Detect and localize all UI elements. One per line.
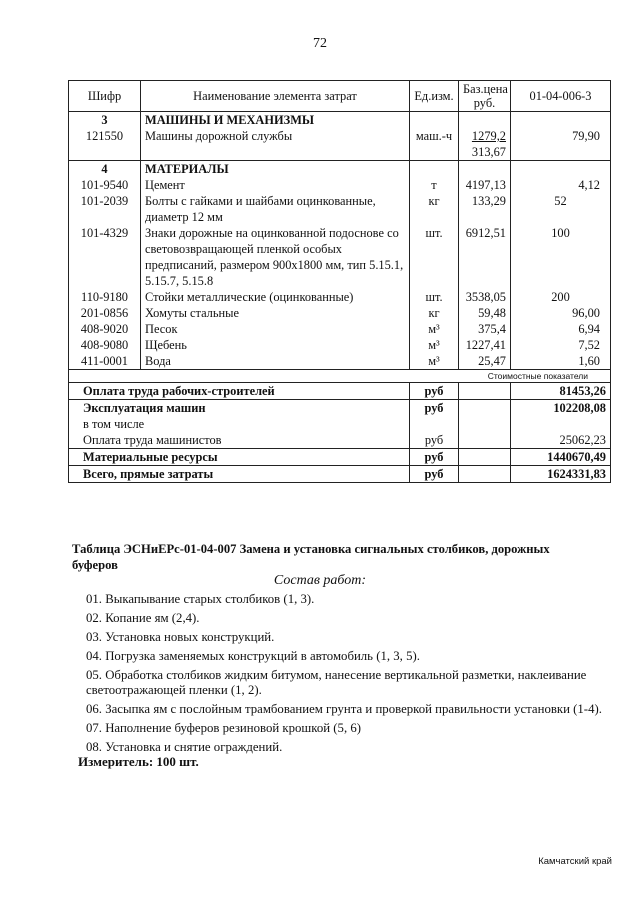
table-body <box>69 112 611 483</box>
row-unit: м³ <box>410 337 459 353</box>
row-price: 25,47 <box>459 353 511 370</box>
section-title: МАТЕРИАЛЫ <box>141 161 410 178</box>
table-row <box>69 128 611 161</box>
row-quantity: 79,90 <box>511 128 611 161</box>
row-name: Машины дорожной службы <box>141 128 410 161</box>
row-unit: кг <box>410 193 459 225</box>
section-row-machines <box>69 112 611 129</box>
row-price: 1227,41 <box>459 337 511 353</box>
row-quantity: 6,94 <box>511 321 611 337</box>
header-name: Наименование элемента затрат <box>141 81 410 112</box>
row-code: 201-0856 <box>69 305 141 321</box>
summary-value: 25062,23 <box>511 432 611 449</box>
row-quantity: 200 <box>511 289 611 305</box>
works-list <box>86 592 616 759</box>
row-quantity: 96,00 <box>511 305 611 321</box>
footer-region: Камчатский край <box>538 856 612 867</box>
row-quantity: 52 <box>511 193 611 225</box>
row-name: Знаки дорожные на оцинкованной подосновe со световозвращающей пленкой особых предписаний, размером 900х1800 мм, тип 5.15.1, 5.15.7, 5.15.8 <box>141 225 410 289</box>
meter-label: Измеритель: 100 шт. <box>78 754 199 769</box>
row-price: 59,48 <box>459 305 511 321</box>
summary-label: Материальные ресурсы <box>69 449 410 466</box>
row-code: 411-0001 <box>69 353 141 370</box>
table-row <box>69 353 611 370</box>
row-price: 133,29 <box>459 193 511 225</box>
row-name: Песок <box>141 321 410 337</box>
table-header <box>69 81 611 112</box>
table-row <box>69 337 611 353</box>
row-name: Вода <box>141 353 410 370</box>
row-unit: м³ <box>410 353 459 370</box>
row-price: 4197,13 <box>459 177 511 193</box>
table-row <box>69 305 611 321</box>
list-item: 02. Копание ям (2,4). <box>86 611 200 625</box>
summary-row <box>69 400 611 417</box>
row-price-value-secondary: 313,67 <box>471 145 506 159</box>
row-name: Стойки металлические (оцинкованные) <box>141 289 410 305</box>
indicators-label: Стоимостные показатели <box>69 370 611 383</box>
list-item: 07. Наполнение буферов резиновой крошкой (5, 6) <box>86 721 362 735</box>
row-price <box>459 128 511 161</box>
summary-row <box>69 449 611 466</box>
summary-row <box>69 466 611 483</box>
row-code: 101-2039 <box>69 193 141 225</box>
list-item: 08. Установка и снятие ограждений. <box>86 740 283 754</box>
row-name: Щебень <box>141 337 410 353</box>
row-unit: кг <box>410 305 459 321</box>
row-code: 408-9020 <box>69 321 141 337</box>
list-item: 05. Обработка столбиков жидким битумом, нанесение вертикальной разметки, наклеивание светоотражающей пленки (1, 2). <box>86 668 587 697</box>
table-row <box>69 225 611 289</box>
header-price: Баз.цена руб. <box>459 81 511 112</box>
row-quantity: 100 <box>511 225 611 289</box>
row-unit: шт. <box>410 289 459 305</box>
works-heading: Состав работ: <box>273 573 367 588</box>
summary-label: Всего, прямые затраты <box>69 466 410 483</box>
summary-unit: руб <box>410 432 459 449</box>
row-price: 375,4 <box>459 321 511 337</box>
header-quantity: 01-04-006-3 <box>511 81 611 112</box>
row-code: 408-9080 <box>69 337 141 353</box>
indicators-row <box>69 370 611 383</box>
summary-label: Оплата труда рабочих-строителей <box>69 383 410 400</box>
table-title: Таблица ЭСНиЕРс-01-04-007 Замена и установка сигнальных столбиков, дорожных буферов <box>72 542 550 572</box>
row-unit: маш.-ч <box>410 128 459 161</box>
table-row <box>69 193 611 225</box>
summary-value: 102208,08 <box>511 400 611 417</box>
page-number: 72 <box>313 36 327 51</box>
summary-value: 81453,26 <box>511 383 611 400</box>
table-row <box>69 177 611 193</box>
summary-unit: руб <box>410 466 459 483</box>
row-price: 6912,51 <box>459 225 511 289</box>
row-unit: шт. <box>410 225 459 289</box>
row-quantity: 7,52 <box>511 337 611 353</box>
cost-table <box>68 80 611 483</box>
summary-row <box>69 383 611 400</box>
summary-label: в том числе <box>69 416 410 432</box>
summary-unit: руб <box>410 400 459 417</box>
row-name: Цемент <box>141 177 410 193</box>
row-unit: т <box>410 177 459 193</box>
row-code: 110-9180 <box>69 289 141 305</box>
row-quantity: 1,60 <box>511 353 611 370</box>
row-price: 3538,05 <box>459 289 511 305</box>
list-item: 04. Погрузка заменяемых конструкций в автомобиль (1, 3, 5). <box>86 649 420 663</box>
row-name: Хомуты стальные <box>141 305 410 321</box>
row-unit: м³ <box>410 321 459 337</box>
summary-unit: руб <box>410 449 459 466</box>
row-code: 101-9540 <box>69 177 141 193</box>
summary-row <box>69 416 611 432</box>
summary-row <box>69 432 611 449</box>
section-code: 4 <box>69 161 141 178</box>
row-price-value: 1279,2 <box>471 129 506 143</box>
header-unit: Ед.изм. <box>410 81 459 112</box>
row-name: Болты с гайками и шайбами оцинкованные, диаметр 12 мм <box>141 193 410 225</box>
list-item: 03. Установка новых конструкций. <box>86 630 275 644</box>
summary-label: Эксплуатация машин <box>69 400 410 417</box>
section-code: 3 <box>69 112 141 129</box>
section-row-materials <box>69 161 611 178</box>
list-item: 01. Выкапывание старых столбиков (1, 3). <box>86 592 315 606</box>
table-row <box>69 321 611 337</box>
summary-unit: руб <box>410 383 459 400</box>
summary-label: Оплата труда машинистов <box>69 432 410 449</box>
row-code: 101-4329 <box>69 225 141 289</box>
summary-value: 1440670,49 <box>511 449 611 466</box>
section-title: МАШИНЫ И МЕХАНИЗМЫ <box>141 112 410 129</box>
summary-value: 1624331,83 <box>511 466 611 483</box>
row-code: 121550 <box>69 128 141 161</box>
list-item: 06. Засыпка ям с послойным трамбованием грунта и проверкой правильности установки (1-4). <box>86 702 602 716</box>
header-code: Шифр <box>69 81 141 112</box>
row-quantity: 4,12 <box>511 177 611 193</box>
table-row <box>69 289 611 305</box>
